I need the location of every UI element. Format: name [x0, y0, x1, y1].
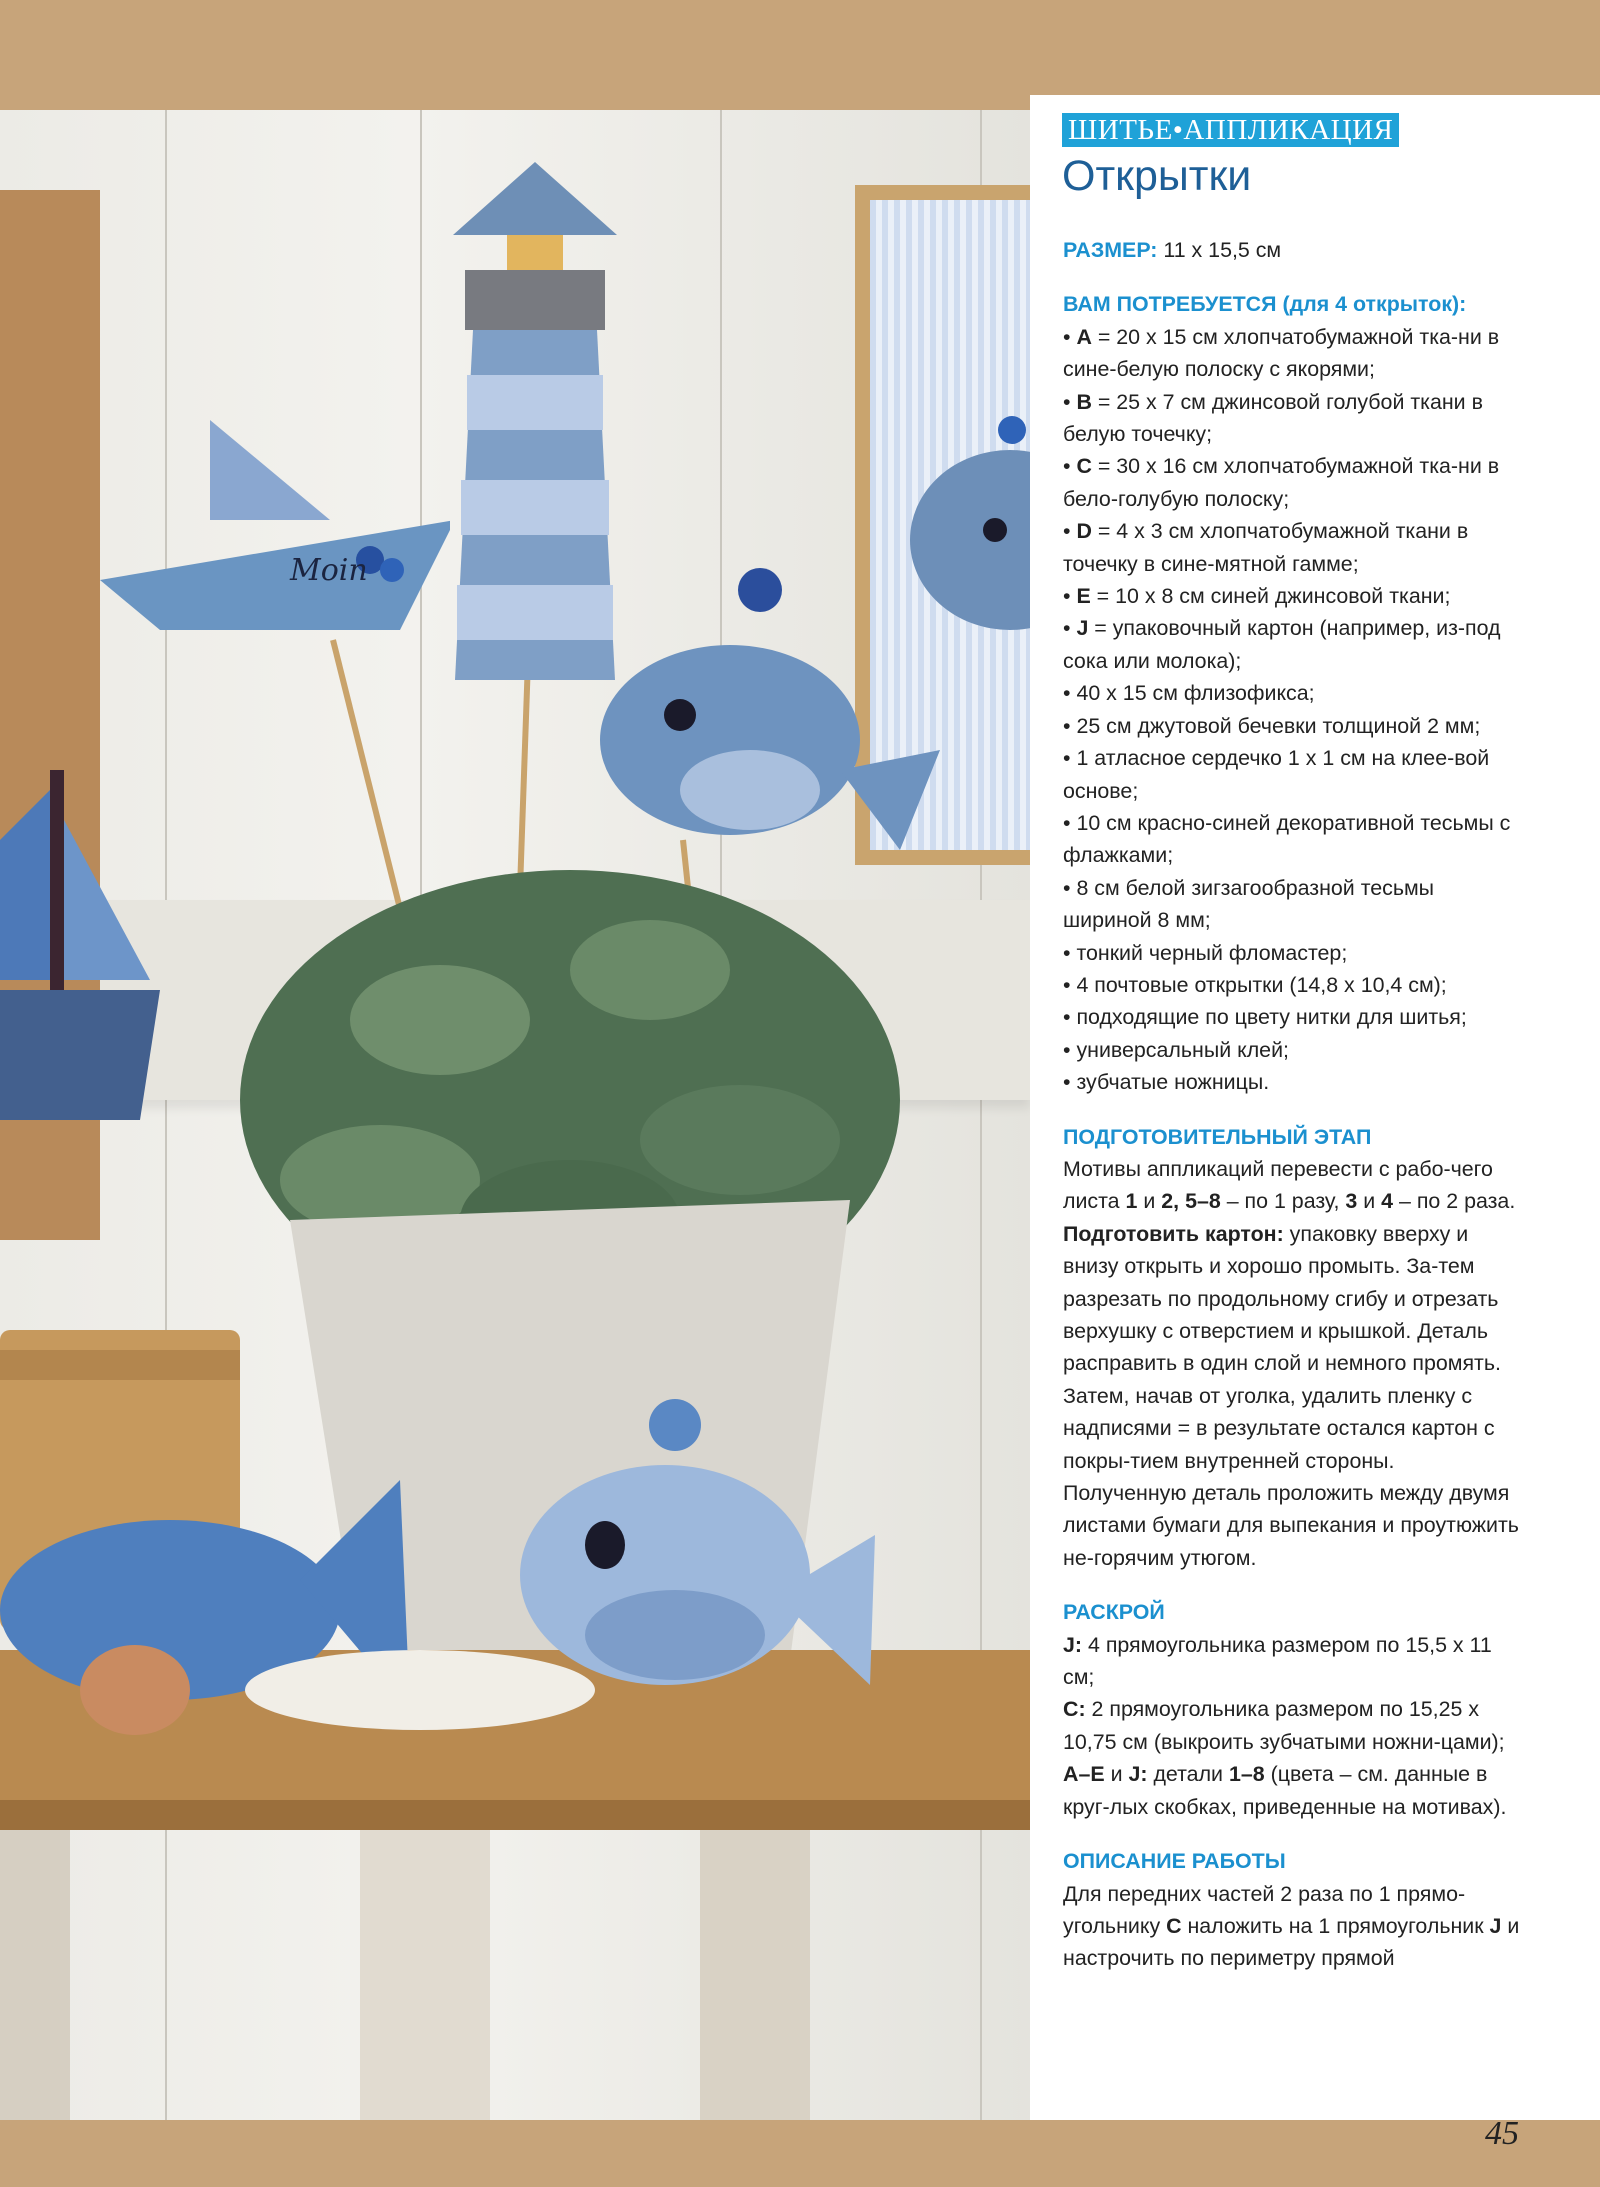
materials-item: • А = 20 х 15 см хлопчатобумажной тка-ни в сине-белую полоску с якорями; [1063, 324, 1500, 382]
materials-item: • 10 см красно-синей декоративной тесьмы с флажками; [1063, 810, 1511, 868]
prep-cardboard-paragraph: Подготовить картон: упаковку вверху и внизу открыть и хорошо промыть. За-тем разрезать по продольному сгибу и отрезать верхушку с отверстием и крышкой. Деталь расправить в один слой и немного промять. Затем, начав от уголка, удалить пленку с надписями = в результате остался картон с покры-тием внутренней стороны. Полученную деталь проложить между двумя листами бумаги для выпекания и проутюжить не-горячим утюгом. [1063, 1221, 1519, 1570]
materials-item: • зубчатые ножницы. [1063, 1070, 1270, 1095]
materials-item: • универсальный клей; [1063, 1037, 1289, 1062]
cutting-c: C: 2 прямоугольника размером по 15,25 х 10,75 см (выкроить зубчатыми ножни-цами); [1063, 1697, 1505, 1754]
category-tag: ШИТЬЕ•АППЛИКАЦИЯ [1062, 113, 1399, 147]
cutting-ae: A–E и J: детали 1–8 (цвета – см. данные в круг-лых скобках, приведенные на мотивах). [1063, 1762, 1507, 1819]
lighthouse-applique-image [445, 160, 625, 680]
materials-item: • 1 атласное сердечко 1 х 1 см на клее-вой основе; [1063, 746, 1490, 803]
materials-heading: ВАМ ПОТРЕБУЕТСЯ (для 4 открыток): [1063, 292, 1467, 317]
materials-item: • 8 см белой зигзагообразной тесьмы шириной 8 мм; [1063, 875, 1435, 933]
materials-item: • J = упаковочный картон (например, из-под сока или молока); [1063, 616, 1501, 673]
sailboat-applique-image [0, 760, 160, 1120]
page-title: Открытки [1062, 152, 1252, 200]
materials-list [1063, 321, 1523, 1099]
cutting-heading: РАСКРОЙ [1063, 1600, 1165, 1625]
prep-heading: ПОДГОТОВИТЕЛЬНЫЙ ЭТАП [1063, 1124, 1372, 1149]
materials-item: • E = 10 х 8 см синей джинсовой ткани; [1063, 584, 1451, 609]
materials-item: • B = 25 х 7 см джинсовой голубой ткани в белую точечку; [1063, 389, 1483, 447]
materials-item: • 25 см джутовой бечевки толщиной 2 мм; [1063, 713, 1481, 738]
boat-label: Moin [290, 553, 368, 588]
materials-item: • C = 30 х 16 см хлопчатобумажной тка-ни в бело-голубую полоску; [1063, 454, 1500, 511]
prep-paragraph: Мотивы аппликаций перевести с рабо-чего листа 1 и 2, 5–8 – по 1 разу, 3 и 4 – по 2 раза. [1063, 1156, 1516, 1214]
work-heading: ОПИСАНИЕ РАБОТЫ [1063, 1849, 1286, 1874]
materials-item: • тонкий черный фломастер; [1063, 940, 1348, 965]
materials-item: • 40 х 15 см флизофикса; [1063, 681, 1315, 706]
seashell-image [75, 1630, 195, 1740]
size-line: РАЗМЕР: 11 х 15,5 см [1063, 238, 1282, 262]
coral-image [240, 1640, 600, 1740]
cutting-j: J: 4 прямоугольника размером по 15,5 х 11 см; [1063, 1632, 1492, 1690]
materials-item: • подходящие по цвету нитки для шитья; [1063, 1005, 1467, 1030]
materials-item: • D = 4 х 3 см хлопчатобумажной ткани в точечку в сине-мятной гамме; [1063, 519, 1469, 576]
materials-item: • 4 почтовые открытки (14,8 х 10,4 см); [1063, 972, 1447, 997]
page-number: 45 [1485, 2115, 1519, 2152]
work-paragraph: Для передних частей 2 раза по 1 прямо-угольнику C наложить на 1 прямоугольник J и настрочить по периметру прямой [1063, 1881, 1520, 1971]
article-body [1063, 234, 1523, 1975]
boat-applique-image [100, 410, 450, 630]
